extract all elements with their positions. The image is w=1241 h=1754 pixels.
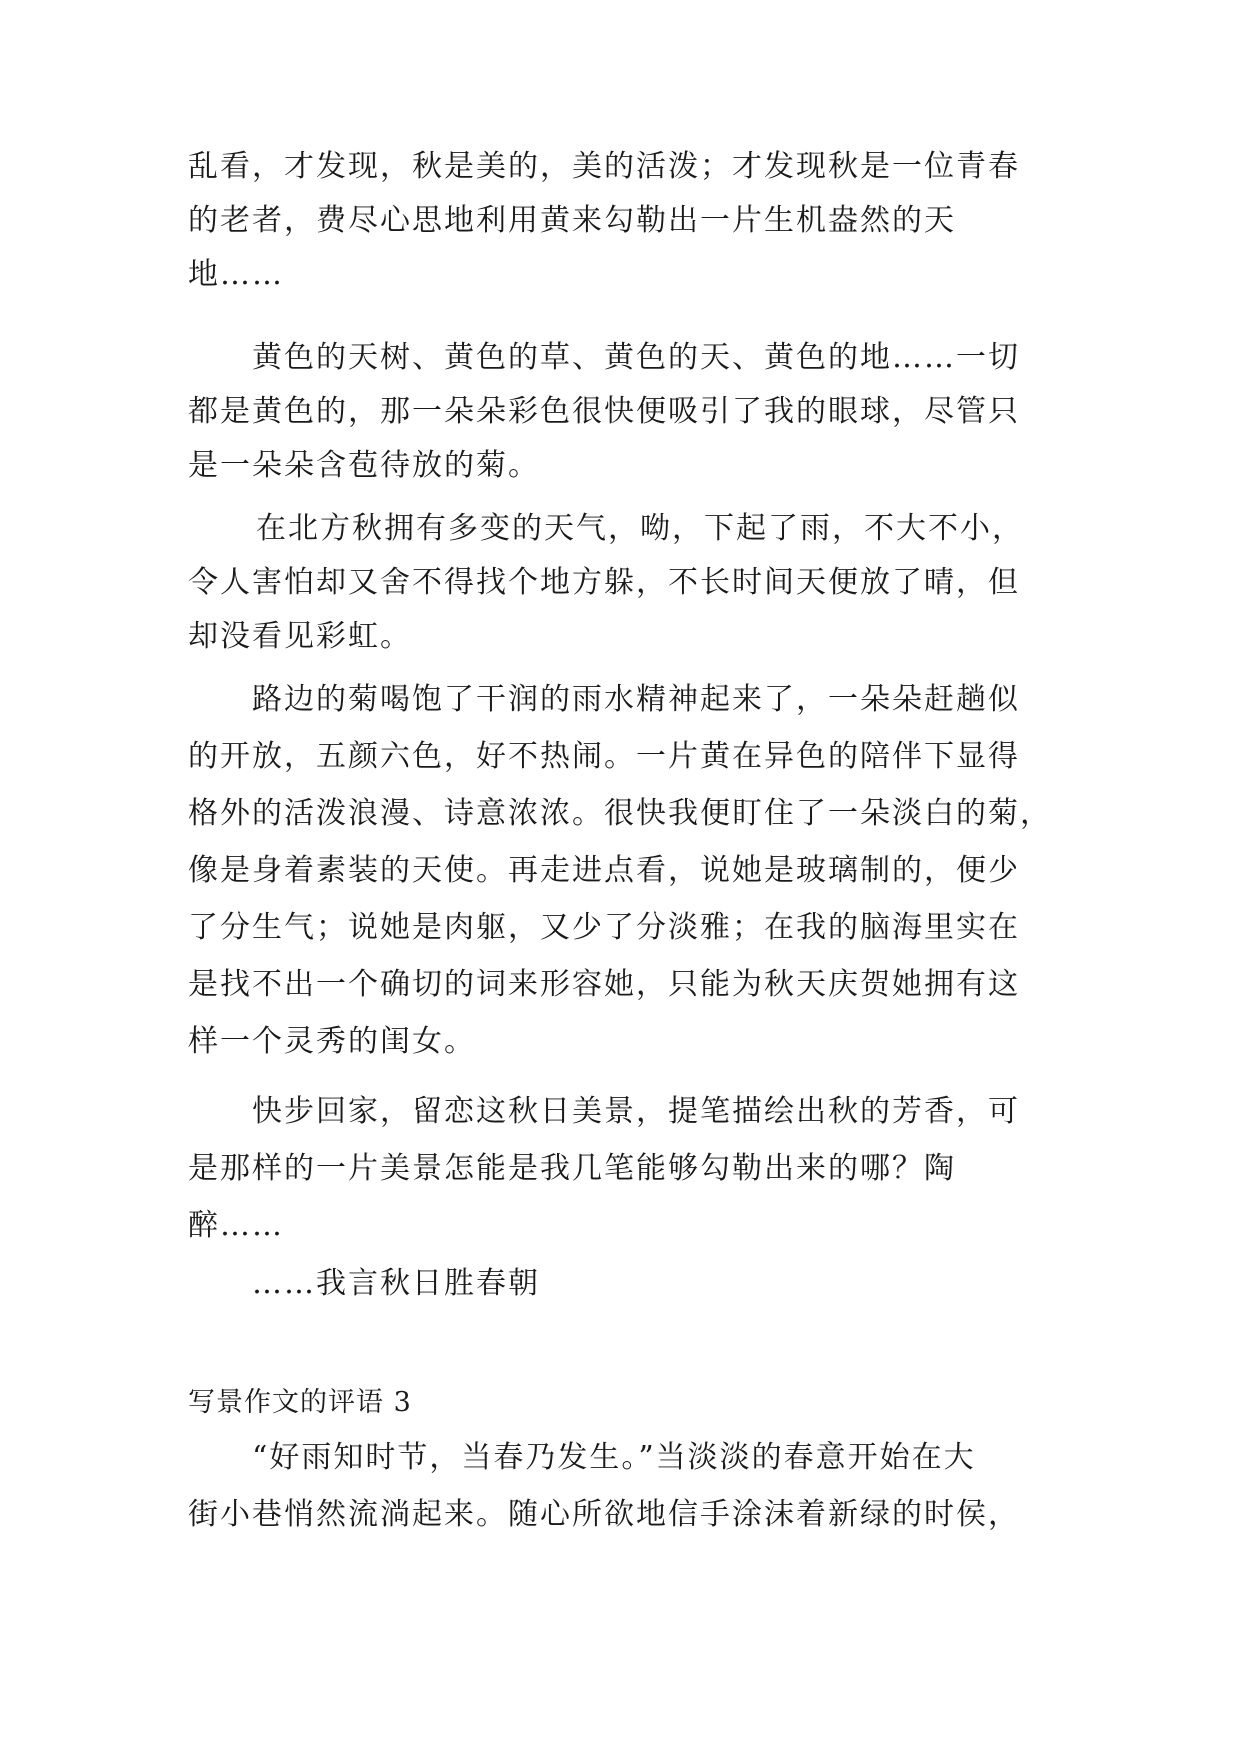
paragraph-1-line-3: 地…… [188,257,284,292]
closing-paragraph-line-1: “好雨知时节，当春乃发生。”当淡淡的春意开始在大 [252,1440,976,1475]
paragraph-4-line-5: 了分生气；说她是肉躯，又少了分淡雅；在我的脑海里实在 [188,910,1020,945]
paragraph-3-line-3: 却没看见彩虹。 [188,619,412,654]
paragraph-1-line-1: 乱看，才发现，秋是美的，美的活泼；才发现秋是一位青春 [188,149,1020,184]
paragraph-1-line-2: 的老者，费尽心思地利用黄来勾勒出一片生机盎然的天 [188,203,956,238]
paragraph-4-line-2: 的开放，五颜六色，好不热闹。一片黄在异色的陪伴下显得 [188,739,1020,774]
paragraph-5-line-1: 快步回家，留恋这秋日美景，提笔描绘出秋的芳香，可 [252,1094,1020,1129]
paragraph-4-line-6: 是找不出一个确切的词来形容她，只能为秋天庆贺她拥有这 [188,967,1020,1002]
paragraph-5-line-3: 醉…… [188,1208,284,1243]
paragraph-4-line-1: 路边的菊喝饱了干润的雨水精神起来了，一朵朵赶趟似 [252,682,1020,717]
paragraph-2-line-1: 黄色的天树、黄色的草、黄色的天、黄色的地……一切 [252,340,1020,375]
paragraph-4-line-3: 格外的活泼浪漫、诗意浓浓。很快我便盯住了一朵淡白的菊， [188,796,1052,831]
paragraph-4-line-7: 样一个灵秀的闺女。 [188,1024,476,1059]
paragraph-3-line-2: 令人害怕却又舍不得找个地方躲，不长时间天便放了晴，但 [188,565,1020,600]
paragraph-5-line-2: 是那样的一片美景怎能是我几笔能够勾勒出来的哪？陶 [188,1151,956,1186]
paragraph-6-line-1: ……我言秋日胜春朝 [252,1266,540,1301]
section-heading: 写景作文的评语 3 [188,1387,412,1418]
paragraph-2-line-2: 都是黄色的，那一朵朵彩色很快便吸引了我的眼球，尽管只 [188,394,1020,429]
paragraph-4-line-4: 像是身着素装的天使。再走进点看，说她是玻璃制的，便少 [188,853,1020,888]
paragraph-2-line-3: 是一朵朵含苞待放的菊。 [188,448,540,483]
closing-paragraph-line-2: 街小巷悄然流淌起来。随心所欲地信手涂沫着新绿的时侯， [188,1497,1020,1532]
paragraph-3-line-1: 在北方秋拥有多变的天气，呦，下起了雨，不大不小， [256,511,1024,546]
